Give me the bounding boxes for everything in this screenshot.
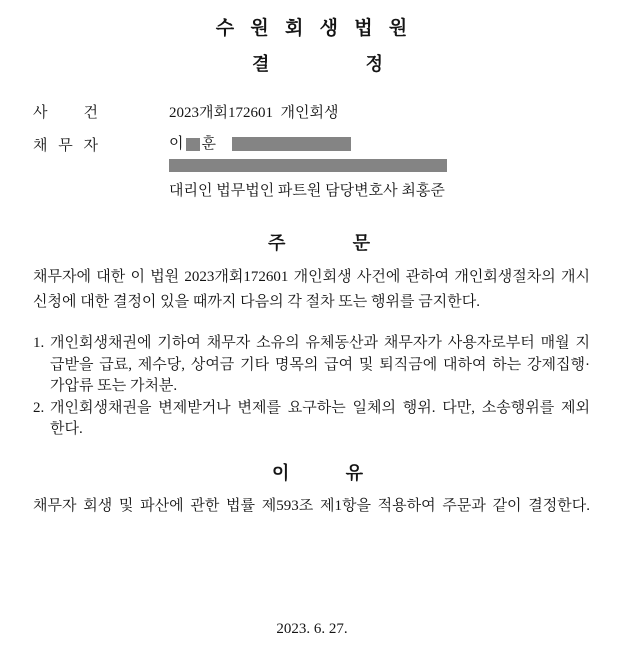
jumun-intro: [33, 265, 590, 315]
debtor-name-line: [169, 136, 351, 152]
decision-title: 결 정: [252, 54, 383, 74]
debtor-name-prefix: 이: [169, 136, 184, 152]
court-title: 수 원 회 생 법 원: [215, 18, 409, 39]
order-item-line: 가압류 또는 가처분.: [50, 378, 178, 394]
order-item-text: [50, 398, 590, 441]
order-list: [33, 333, 590, 441]
iyu-text: 채무자 회생 및 파산에 관한 법률 제593조 제1항을 적용하여 주문과 같이 결정한다.: [33, 498, 590, 514]
order-item: [33, 398, 590, 441]
redaction-block-large: [169, 159, 447, 172]
order-item: [33, 333, 590, 398]
order-item-marker: 1.: [33, 335, 45, 351]
iyu-header: 이 유: [272, 463, 363, 483]
order-item-marker: 2.: [33, 399, 45, 416]
order-item-text: [50, 333, 590, 398]
case-label: 사 건: [33, 105, 98, 121]
case-number: 2023개회172601 개인회생: [169, 105, 339, 121]
redaction-block-medium: [232, 137, 351, 151]
order-item-line: 개인회생채권에 기하여 채무자 소유의 유체동산과 채무자가 사용자로부터 매월 지: [50, 335, 590, 351]
iyu-text-block: [33, 494, 590, 519]
redaction-block-small: [186, 138, 200, 151]
debtor-label: 채 무 자: [33, 138, 98, 154]
attorney-line: 대리인 법무법인 파트원 담당변호사 최홍준: [169, 183, 445, 199]
jumun-header: 주 문: [268, 233, 370, 253]
jumun-intro-line: 신청에 대한 결정이 있을 때까지 다음의 각 절차 또는 행위를 금지한다.: [33, 294, 480, 310]
order-item-line: 급받을 급료, 제수당, 상여금 기타 명목의 급여 및 퇴직금에 대하여 하는 강제집행·: [50, 356, 590, 373]
debtor-name-suffix: 훈: [201, 136, 216, 152]
jumun-intro-line: 채무자에 대한 이 법원 2023개회172601 개인회생 사건에 관하여 개인회생절차의 개시: [33, 269, 590, 285]
order-item-line: 개인회생채권을 변제받거나 변제를 요구하는 일체의 행위. 다만, 소송행위를 제외: [50, 399, 590, 416]
order-item-line: 한다.: [50, 421, 83, 437]
decision-date: 2023. 6. 27.: [276, 621, 348, 637]
